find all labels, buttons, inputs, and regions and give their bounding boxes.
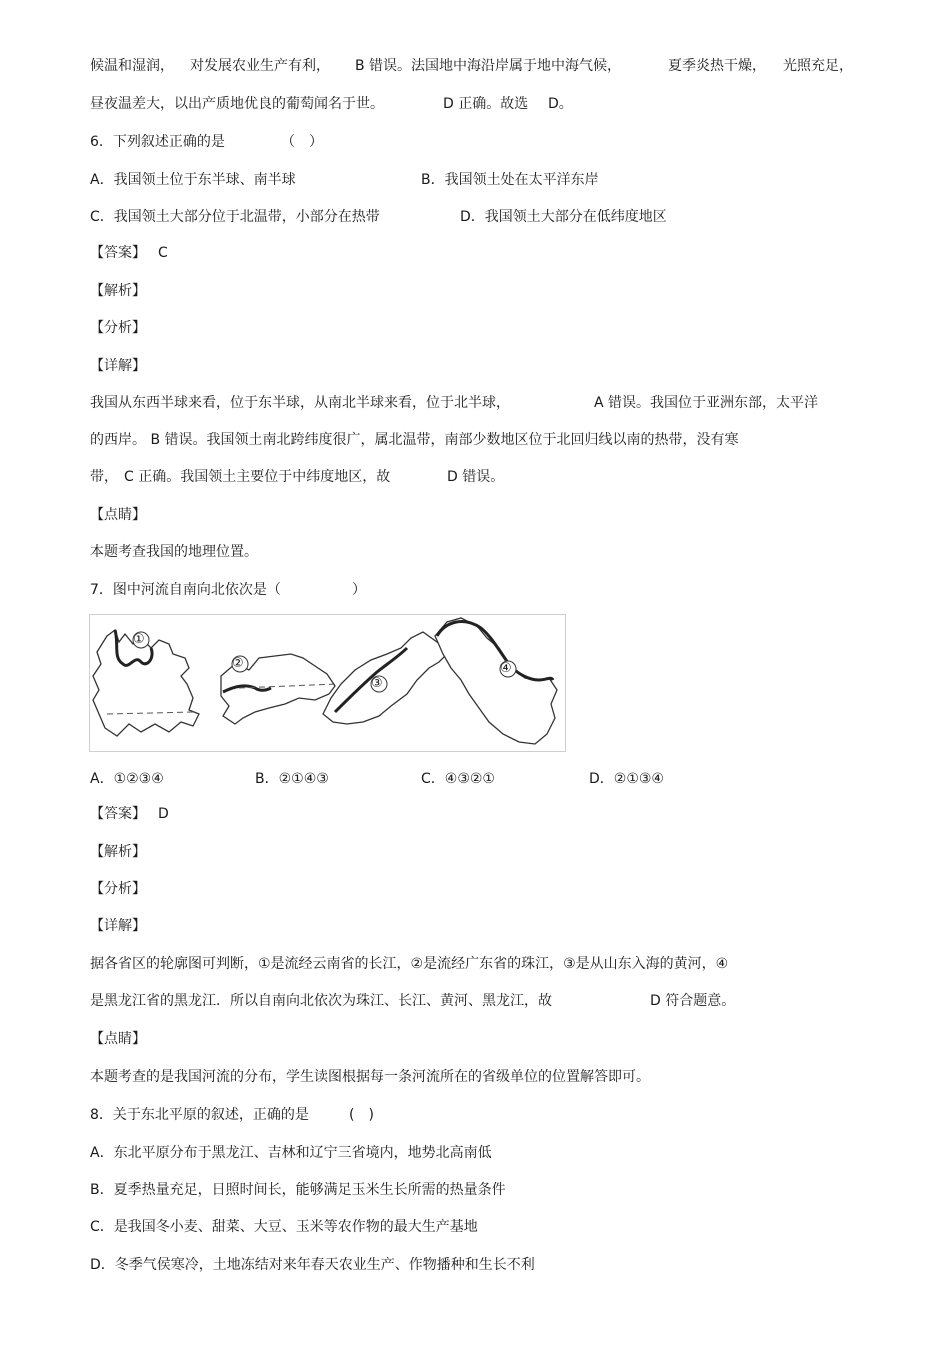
detail-text: 我国从东西半球来看，位于东半球，从南北半球来看，位于北半球， <box>90 395 510 411</box>
q5-text: 候温和湿润， <box>90 58 174 74</box>
option-c: C．我国领土大部分位于北温带，小部分在热带 <box>90 209 380 225</box>
detail-text: 是黑龙江省的黑龙江．所以自南向北依次为珠江、长江、黄河、黑龙江，故 <box>90 993 552 1009</box>
q5-text: 对发展农业生产有利， <box>190 58 330 74</box>
xiangjie-heading: 【详解】 <box>90 358 146 374</box>
answer-label: 【答案】 <box>90 806 146 822</box>
question-stem: 8．关于东北平原的叙述，正确的是 <box>90 1107 309 1123</box>
q5-text: 夏季炎热干燥， <box>668 58 766 74</box>
question-stem: 6．下列叙述正确的是 <box>90 134 225 150</box>
option-a: A．我国领土位于东半球、南半球 <box>90 172 296 188</box>
answer-value: C <box>158 245 168 261</box>
answer-bracket: ） <box>352 582 366 598</box>
q5-text: D。 <box>548 96 573 112</box>
option-c: C．是我国冬小麦、甜菜、大豆、玉米等农作物的最大生产基地 <box>90 1219 478 1235</box>
option-d: D．②①③④ <box>589 771 664 787</box>
detail-text: 带， <box>90 469 118 485</box>
detail-text: 据各省区的轮廓图可判断，①是流经云南省的长江，②是流经广东省的珠江，③是从山东入海的黄河，④ <box>90 956 729 972</box>
answer-label: 【答案】 <box>90 245 146 261</box>
shandong-outline <box>323 632 449 724</box>
xiangjie-heading: 【详解】 <box>90 918 146 934</box>
option-d: D．我国领土大部分在低纬度地区 <box>460 209 667 225</box>
q5-text: 昼夜温差大，以出产质地优良的葡萄闻名于世。 <box>90 96 384 112</box>
province-outlines-svg <box>89 614 567 752</box>
q5-text: 光照充足， <box>783 58 853 74</box>
jiexi-heading: 【解析】 <box>90 844 146 860</box>
option-a: A．①②③④ <box>90 771 164 787</box>
detail-text: A 错误。我国位于亚洲东部，太平洋 <box>594 395 819 411</box>
option-b: B．夏季热量充足，日照时间长，能够满足玉米生长所需的热量条件 <box>90 1182 506 1198</box>
map-label-2: ② <box>232 656 244 671</box>
detail-text: 的西岸。 B 错误。我国领土南北跨纬度很广，属北温带，南部少数地区位于北回归线以南的热带，没有寒 <box>90 432 739 448</box>
fenxi-heading: 【分析】 <box>90 881 146 897</box>
option-b: B．②①④③ <box>255 771 329 787</box>
jiexi-heading: 【解析】 <box>90 283 146 299</box>
detail-text: D 错误。 <box>447 469 505 485</box>
answer-bracket: ( ) <box>349 1107 374 1123</box>
answer-value: D <box>158 806 169 822</box>
detail-text: D 符合题意。 <box>650 993 736 1009</box>
option-a: A．东北平原分布于黑龙江、吉林和辽宁三省境内，地势北高南低 <box>90 1145 492 1161</box>
dianjing-text: 本题考查的是我国河流的分布，学生读图根据每一条河流所在的省级单位的位置解答即可。 <box>90 1069 650 1085</box>
question-stem: 7．图中河流自南向北依次是（ <box>90 582 281 598</box>
dianjing-text: 本题考查我国的地理位置。 <box>90 544 258 560</box>
option-c: C．④③②① <box>421 771 495 787</box>
option-b: B．我国领土处在太平洋东岸 <box>421 172 599 188</box>
dianjing-heading: 【点睛】 <box>90 1031 146 1047</box>
q5-text: D 正确。故选 <box>443 96 529 112</box>
map-label-3: ③ <box>371 676 383 691</box>
q5-text: B 错误。法国地中海沿岸属于地中海气候， <box>355 58 622 74</box>
fenxi-heading: 【分析】 <box>90 320 146 336</box>
dianjing-heading: 【点睛】 <box>90 507 146 523</box>
answer-bracket: （ ） <box>281 134 323 150</box>
province-river-map-figure <box>89 614 567 752</box>
option-d: D．冬季气侯寒冷，土地冻结对来年春天农业生产、作物播种和生长不利 <box>90 1257 535 1273</box>
detail-text: C 正确。我国领土主要位于中纬度地区，故 <box>124 469 391 485</box>
map-label-4: ④ <box>500 661 512 676</box>
map-label-1: ① <box>133 632 145 647</box>
